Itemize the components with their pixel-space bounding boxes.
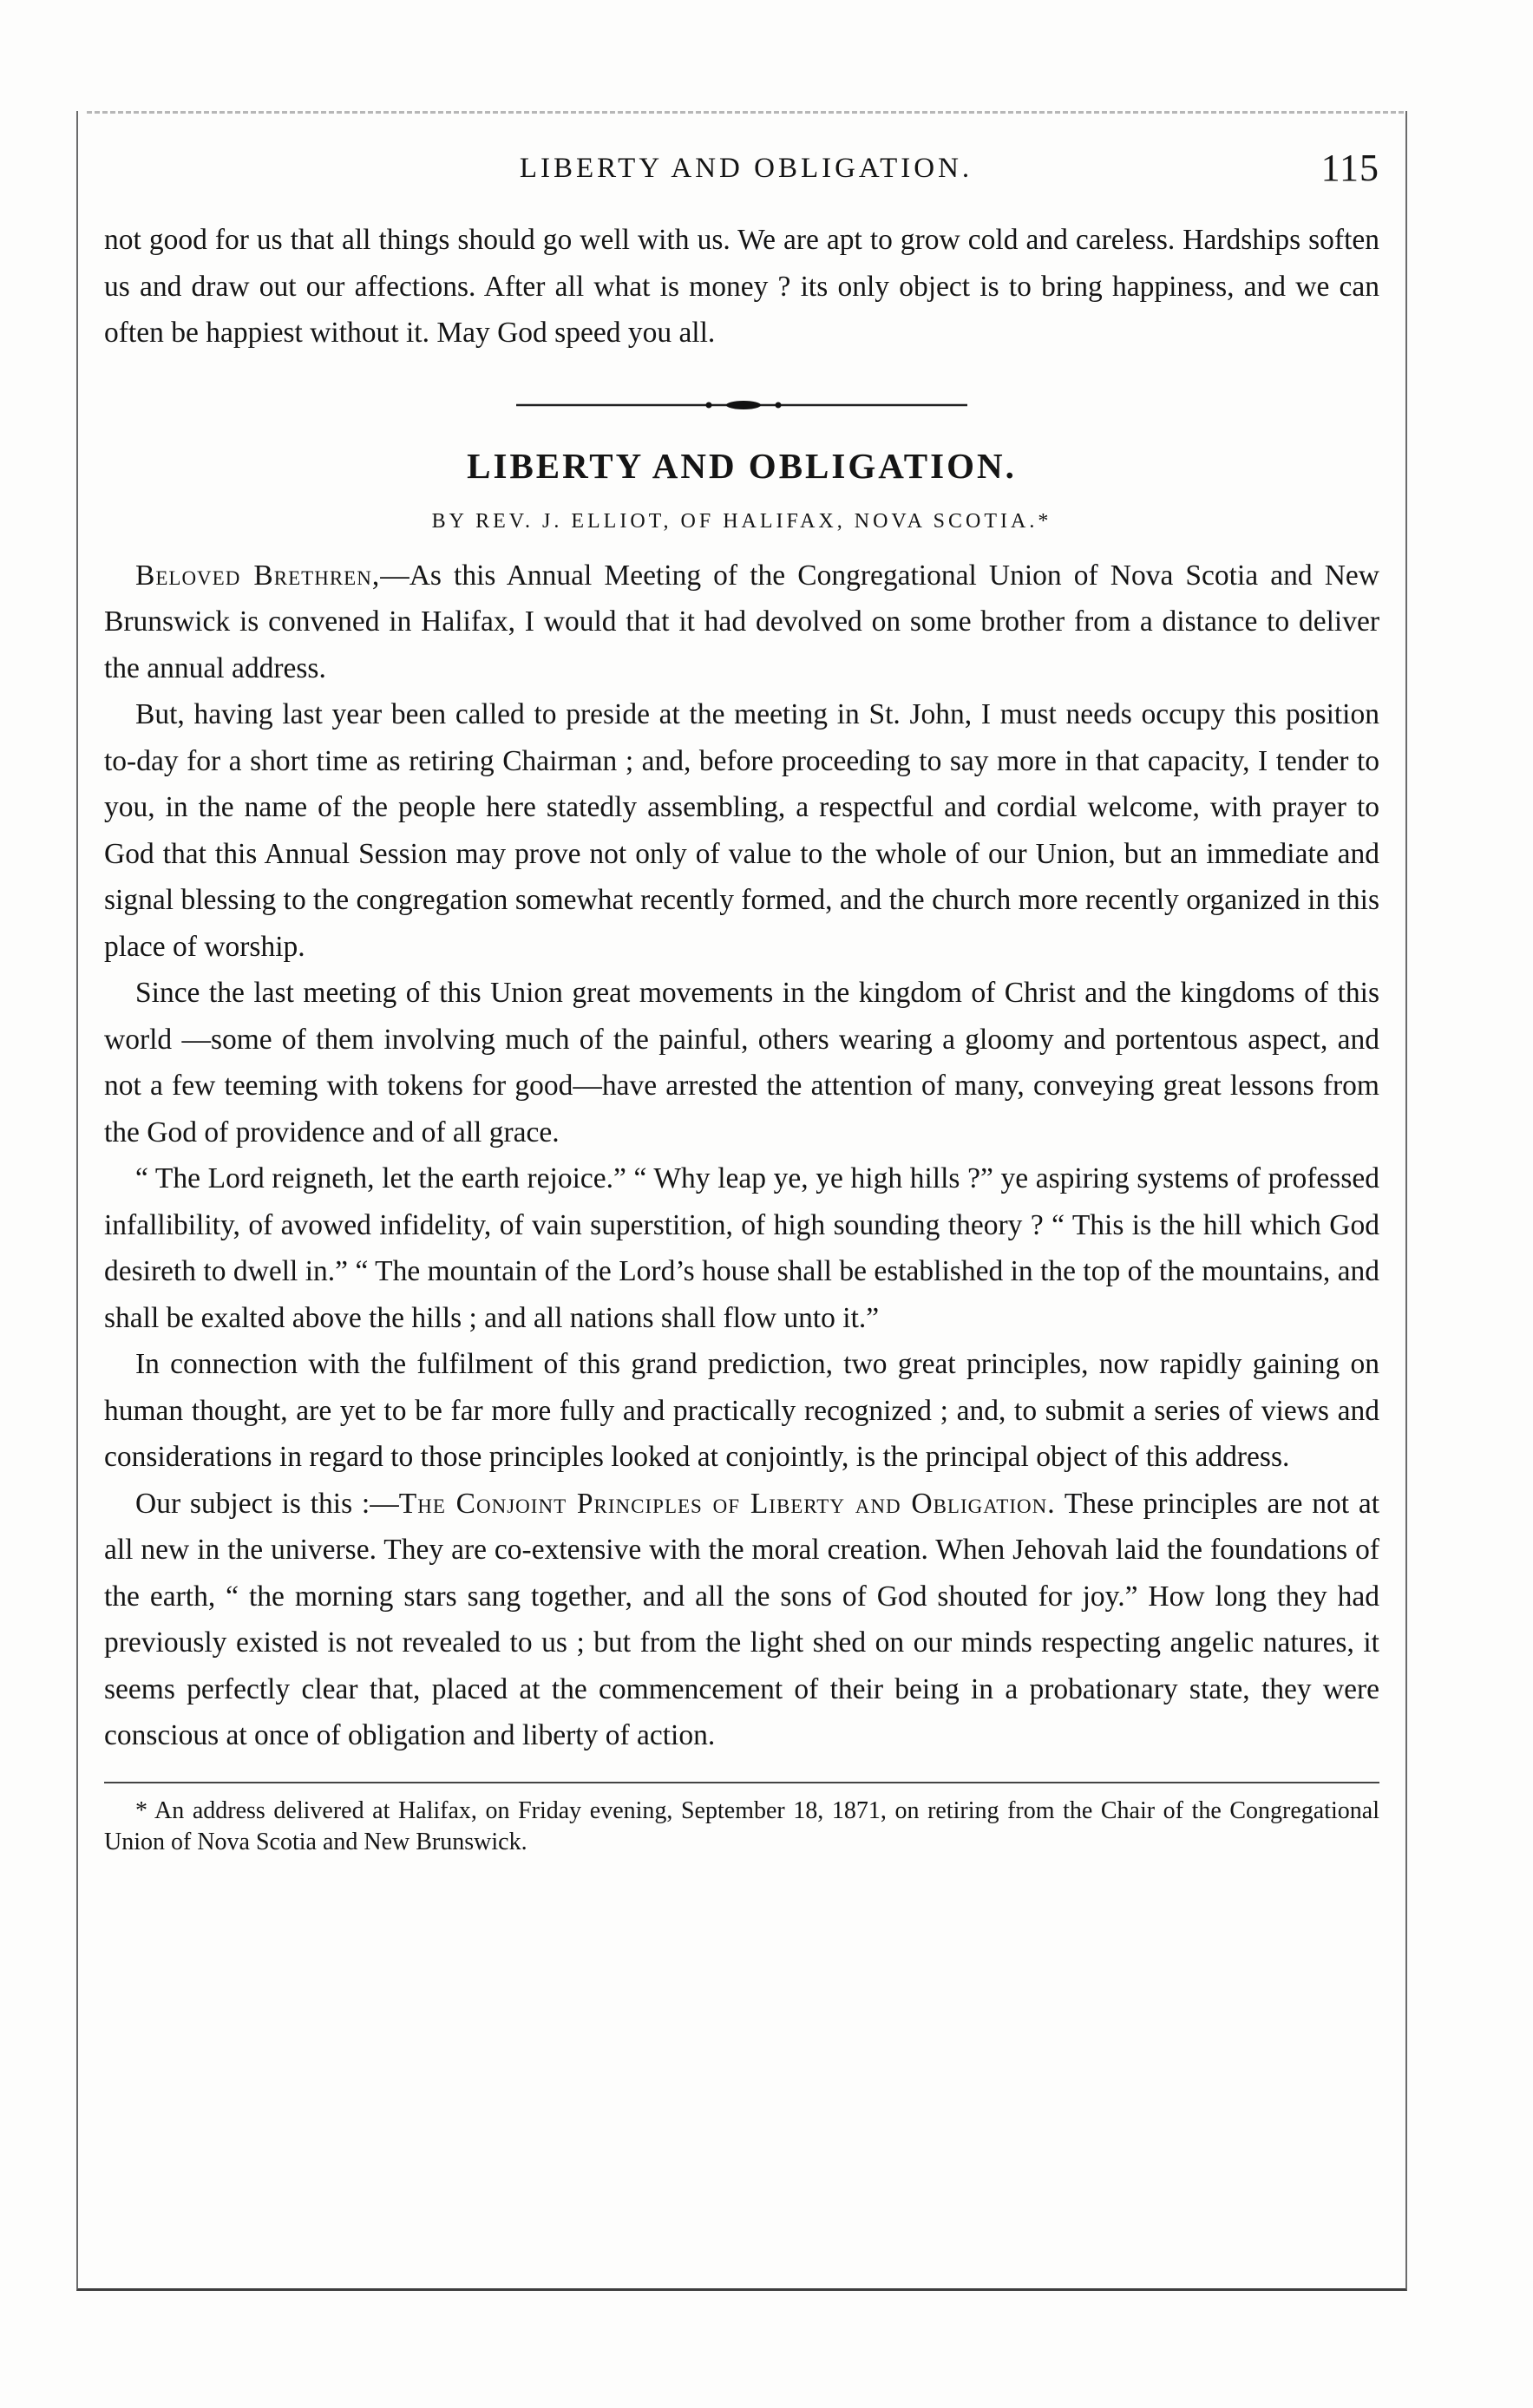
subject-paragraph-text: These principles are not at all new in the universe. They are co-extensive with the moral creation. When Jehovah laid the foundations of the earth, “ the morning stars sang together, and all the sons of God shouted for joy.” How long they had previously existed is not revealed to us ; but from the light shed on our minds respecting angelic natures, it seems perfectly clear that, placed at the commencement of their being in a probationary state, they were conscious at once of obligation and liberty of action. [104,1487,1379,1751]
opening-paragraph-text: —As this Annual Meeting of the Congregational Union of Nova Scotia and New Brunswick is convened in Halifax, I would that it had devolved on some brother from a distance to deliver the annual address. [104,559,1379,684]
footnote: * An address delivered at Halifax, on Friday evening, September 18, 1871, on retiring from the Chair of the Congregational Union of Nova Scotia and New Brunswick. [104,1796,1379,1855]
body-paragraph: In connection with the fulfilment of this grand prediction, two great principles, now rapidly gaining on human thought, are yet to be far more fully and practically recognized ; and, to submit a series of views and considerations in regard to those principles looked at conjointly, is the principal object of this address. [104,1348,1379,1473]
page-number: 115 [1320,147,1379,189]
article-title: LIBERTY AND OBLIGATION. [467,445,1017,486]
body-paragraph: “ The Lord reigneth, let the earth rejoice.” “ Why leap ye, ye high hills ?” ye aspiring systems of professed infallibility, of avowed infidelity, of vain superstition, of high sounding theory ? “ This is the hill which God desireth to dwell in.” “ The mountain of the Lord’s house shall be established in the top of the mountains, and shall be exalted above the hills ; and all nations shall flow unto it.” [104,1162,1379,1334]
body-paragraph: Since the last meeting of this Union great movements in the kingdom of Christ and the kingdoms of this world —some of them involving much of the painful, others wearing a gloomy and portentous aspect, and not a few teeming with tokens for good—have arrested the attention of many, conveying great lessons from the God of providence and of all grace. [104,977,1379,1148]
subject-heading: The Conjoint Principles of Liberty and Obligation. [398,1487,1056,1520]
opening-salutation: Beloved Brethren, [135,559,381,592]
subject-paragraph [104,1481,1379,1759]
continued-paragraph: not good for us that all things should go well with us. We are apt to grow cold and careless. Hardships soften us and draw out our affections. After all what is money ? its only object is to bring happiness, and we can often be happiest without it. May God speed you all. [104,224,1379,349]
article-byline: BY REV. J. ELLIOT, OF HALIFAX, NOVA SCOTIA.* [431,509,1052,533]
section-divider-ornament [516,396,967,414]
body-paragraph: But, having last year been called to preside at the meeting in St. John, I must needs occupy this position to-day for a short time as retiring Chairman ; and, before proceeding to say more in that capacity, I tender to you, in the name of the people here statedly assembling, a respectful and cordial welcome, with prayer to God that this Annual Session may prove not only of value to the whole of our Union, but an immediate and signal blessing to the congregation somewhat recently formed, and the church more recently organized in this place of worship. [104,698,1379,963]
subject-intro: Our subject is this :— [135,1487,399,1520]
opening-paragraph [104,553,1379,692]
page-content [104,217,1379,1858]
footnote-rule [104,1782,1379,1783]
running-head-title: LIBERTY AND OBLIGATION. [519,153,973,184]
running-head [104,146,1388,198]
